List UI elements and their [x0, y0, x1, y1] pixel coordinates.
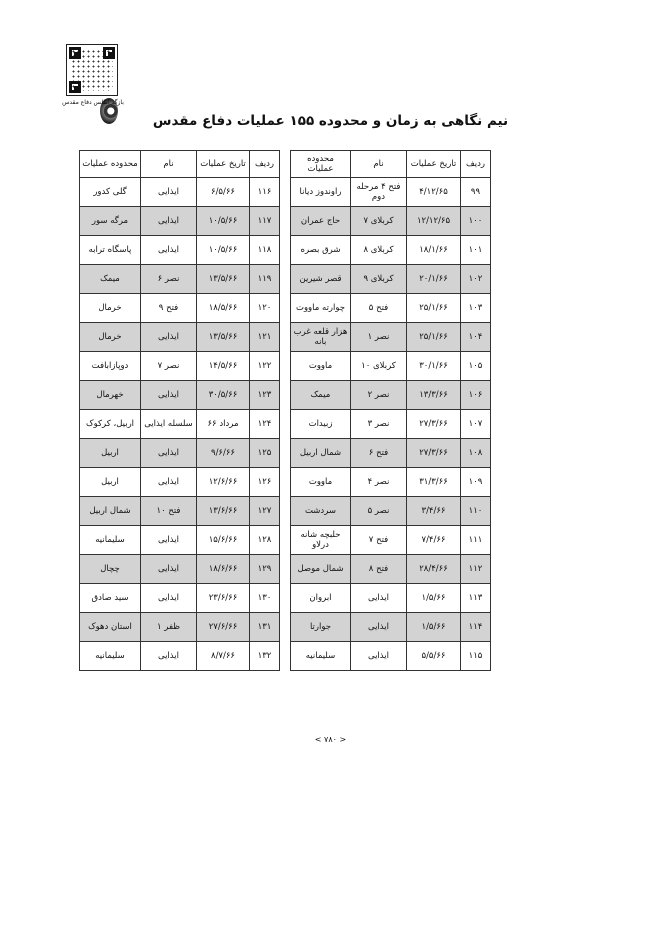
cell-date: ۲۳/۶/۶۶ [197, 584, 250, 613]
cell-area: شرق بصره [291, 236, 351, 265]
cell-area: خرمال [80, 323, 141, 352]
cell-name: نصر ۲ [351, 381, 407, 410]
cell-name: فتح ۵ [351, 294, 407, 323]
cell-row: ۱۱۱ [461, 526, 491, 555]
table-row [80, 294, 280, 323]
table-row [291, 642, 491, 671]
cell-name: کربلای ۷ [351, 207, 407, 236]
cell-name: کربلای ۸ [351, 236, 407, 265]
cell-date: ۱۳/۶/۶۶ [197, 497, 250, 526]
table-row [80, 236, 280, 265]
cell-row: ۹۹ [461, 178, 491, 207]
table-row [80, 352, 280, 381]
cell-row: ۱۰۴ [461, 323, 491, 352]
cell-date: ۱۴/۵/۶۶ [197, 352, 250, 381]
cell-date: ۱۳/۵/۶۶ [197, 323, 250, 352]
organization-name: بازگد اطلس دفاع مقدس [62, 99, 124, 106]
cell-date: ۷/۴/۶۶ [407, 526, 461, 555]
table-row [80, 439, 280, 468]
cell-name: فتح ۹ [141, 294, 197, 323]
table-row [80, 642, 280, 671]
table-row [291, 468, 491, 497]
cell-area: خهرمال [80, 381, 141, 410]
cell-area: زبیدات [291, 410, 351, 439]
cell-area: ماووت [291, 352, 351, 381]
cell-area: چوارته ماووت [291, 294, 351, 323]
cell-name: ایذایی [141, 381, 197, 410]
cell-date: ۲۷/۳/۶۶ [407, 410, 461, 439]
cell-date: ۱۵/۶/۶۶ [197, 526, 250, 555]
cell-date: ۳۰/۱/۶۶ [407, 352, 461, 381]
cell-name: نصر ۷ [141, 352, 197, 381]
cell-row: ۱۲۷ [250, 497, 280, 526]
cell-area: حاج عمران [291, 207, 351, 236]
cell-date: ۶/۵/۶۶ [197, 178, 250, 207]
cell-row: ۱۰۹ [461, 468, 491, 497]
cell-row: ۱۰۰ [461, 207, 491, 236]
cell-date: ۱۲/۱۲/۶۵ [407, 207, 461, 236]
cell-row: ۱۲۶ [250, 468, 280, 497]
table-row [291, 294, 491, 323]
cell-row: ۱۰۸ [461, 439, 491, 468]
cell-name: فتح ۱۰ [141, 497, 197, 526]
operations-table-left [79, 150, 280, 671]
cell-area: اربیل [80, 468, 141, 497]
cell-name: نصر ۱ [351, 323, 407, 352]
table-row [80, 323, 280, 352]
table-row [80, 410, 280, 439]
cell-date: ۱/۵/۶۶ [407, 584, 461, 613]
cell-row: ۱۰۵ [461, 352, 491, 381]
cell-row: ۱۳۲ [250, 642, 280, 671]
cell-row: ۱۳۱ [250, 613, 280, 642]
cell-name: فتح ۷ [351, 526, 407, 555]
cell-name: ایذایی [141, 468, 197, 497]
cell-date: ۱۲/۶/۶۶ [197, 468, 250, 497]
cell-row: ۱۲۴ [250, 410, 280, 439]
cell-date: ۱۰/۵/۶۶ [197, 236, 250, 265]
cell-row: ۱۳۰ [250, 584, 280, 613]
cell-area: راوندوز دیانا [291, 178, 351, 207]
cell-date: ۲۰/۱/۶۶ [407, 265, 461, 294]
cell-area: ابروان [291, 584, 351, 613]
cell-area: استان دهوک [80, 613, 141, 642]
table-row [80, 555, 280, 584]
cell-row: ۱۱۹ [250, 265, 280, 294]
table-row [291, 236, 491, 265]
table-row [80, 526, 280, 555]
qr-code [66, 44, 118, 96]
cell-area: سلیمانیه [291, 642, 351, 671]
cell-date: ۲۸/۴/۶۶ [407, 555, 461, 584]
cell-area: جوارتا [291, 613, 351, 642]
cell-row: ۱۲۵ [250, 439, 280, 468]
cell-row: ۱۱۵ [461, 642, 491, 671]
cell-date: ۱۸/۱/۶۶ [407, 236, 461, 265]
page-title: نیم نگاهی به زمان و محدوده ۱۵۵ عملیات دفاع مقدس [152, 113, 509, 129]
cell-name: ایذایی [141, 323, 197, 352]
cell-area: قصر شیرین [291, 265, 351, 294]
cell-area: پاسگاه ترابه [80, 236, 141, 265]
cell-area: میمک [291, 381, 351, 410]
cell-name: ایذایی [141, 555, 197, 584]
cell-area: سلیمانیه [80, 526, 141, 555]
table-row [80, 265, 280, 294]
col-header-date: تاریخ عملیات [407, 151, 461, 178]
cell-row: ۱۰۱ [461, 236, 491, 265]
cell-name: ایذایی [351, 584, 407, 613]
table-body [291, 178, 491, 671]
table-row [291, 439, 491, 468]
cell-row: ۱۲۳ [250, 381, 280, 410]
cell-name: ایذایی [141, 178, 197, 207]
cell-row: ۱۱۴ [461, 613, 491, 642]
cell-name: ایذایی [141, 236, 197, 265]
col-header-date: تاریخ عملیات [197, 151, 250, 178]
cell-name: فتح ۸ [351, 555, 407, 584]
cell-area: شمال اربیل [80, 497, 141, 526]
cell-name: ظفر ۱ [141, 613, 197, 642]
table-row [80, 497, 280, 526]
cell-date: ۱۳/۳/۶۶ [407, 381, 461, 410]
cell-date: ۳/۴/۶۶ [407, 497, 461, 526]
table-row [80, 468, 280, 497]
table-row [291, 497, 491, 526]
col-header-name: نام [351, 151, 407, 178]
table-row [291, 207, 491, 236]
cell-row: ۱۰۶ [461, 381, 491, 410]
cell-name: کربلای ۱۰ [351, 352, 407, 381]
cell-name: فتح ۶ [351, 439, 407, 468]
table-row [291, 352, 491, 381]
cell-row: ۱۲۱ [250, 323, 280, 352]
cell-name: کربلای ۹ [351, 265, 407, 294]
table-row [291, 526, 491, 555]
cell-area: حلبچه شانه درلاو [291, 526, 351, 555]
cell-area: چچال [80, 555, 141, 584]
col-header-area: محدوده عملیات [80, 151, 141, 178]
operations-table-right [290, 150, 491, 671]
cell-name: نصر ۴ [351, 468, 407, 497]
cell-row: ۱۰۲ [461, 265, 491, 294]
cell-area: ماووت [291, 468, 351, 497]
table-row [80, 584, 280, 613]
cell-area: شمال موصل [291, 555, 351, 584]
table-row [291, 178, 491, 207]
table-body [80, 178, 280, 671]
cell-date: ۲۷/۶/۶۶ [197, 613, 250, 642]
cell-area: خرمال [80, 294, 141, 323]
cell-date: ۲۵/۱/۶۶ [407, 323, 461, 352]
cell-row: ۱۱۲ [461, 555, 491, 584]
cell-name: ایذایی [141, 526, 197, 555]
cell-date: ۲۷/۳/۶۶ [407, 439, 461, 468]
cell-date: ۳۱/۳/۶۶ [407, 468, 461, 497]
cell-row: ۱۱۰ [461, 497, 491, 526]
cell-date: ۱۳/۵/۶۶ [197, 265, 250, 294]
cell-name: ایذایی [351, 613, 407, 642]
cell-date: ۱۸/۶/۶۶ [197, 555, 250, 584]
cell-row: ۱۱۷ [250, 207, 280, 236]
cell-row: ۱۲۸ [250, 526, 280, 555]
table-row [291, 381, 491, 410]
table-row [291, 265, 491, 294]
cell-date: ۳۰/۵/۶۶ [197, 381, 250, 410]
cell-date: ۸/۷/۶۶ [197, 642, 250, 671]
cell-area: سلیمانیه [80, 642, 141, 671]
cell-name: نصر ۳ [351, 410, 407, 439]
table-row [291, 555, 491, 584]
cell-area: شمال اربیل [291, 439, 351, 468]
cell-row: ۱۱۳ [461, 584, 491, 613]
cell-area: دوپازابافت [80, 352, 141, 381]
cell-area: اربیل [80, 439, 141, 468]
table-row [291, 584, 491, 613]
table-row [291, 323, 491, 352]
cell-area: سردشت [291, 497, 351, 526]
cell-date: ۱۸/۵/۶۶ [197, 294, 250, 323]
table-row [291, 410, 491, 439]
table-row [80, 178, 280, 207]
cell-name: ایذایی [141, 439, 197, 468]
cell-name: سلسله ایذایی [141, 410, 197, 439]
cell-date: ۱۰/۵/۶۶ [197, 207, 250, 236]
cell-date: مرداد ۶۶ [197, 410, 250, 439]
cell-name: ایذایی [351, 642, 407, 671]
cell-name: فتح ۴ مرحله دوم [351, 178, 407, 207]
cell-row: ۱۲۹ [250, 555, 280, 584]
cell-area: گلی کدور [80, 178, 141, 207]
table-row [80, 613, 280, 642]
cell-row: ۱۱۶ [250, 178, 280, 207]
cell-row: ۱۲۰ [250, 294, 280, 323]
cell-date: ۹/۶/۶۶ [197, 439, 250, 468]
cell-area: هزار قلعه غرب بانه [291, 323, 351, 352]
table-row [80, 207, 280, 236]
col-header-row: ردیف [461, 151, 491, 178]
page-number: < ۷۸۰ > [314, 735, 347, 744]
cell-name: نصر ۵ [351, 497, 407, 526]
cell-area: میمک [80, 265, 141, 294]
cell-date: ۵/۵/۶۶ [407, 642, 461, 671]
cell-date: ۴/۱۲/۶۵ [407, 178, 461, 207]
cell-area: سید صادق [80, 584, 141, 613]
cell-name: ایذایی [141, 584, 197, 613]
cell-row: ۱۰۳ [461, 294, 491, 323]
cell-row: ۱۱۸ [250, 236, 280, 265]
cell-row: ۱۲۲ [250, 352, 280, 381]
table-row [80, 381, 280, 410]
col-header-name: نام [141, 151, 197, 178]
cell-name: ایذایی [141, 207, 197, 236]
cell-area: مرگه سور [80, 207, 141, 236]
cell-row: ۱۰۷ [461, 410, 491, 439]
cell-date: ۱/۵/۶۶ [407, 613, 461, 642]
cell-area: اربیل، کرکوک [80, 410, 141, 439]
col-header-row: ردیف [250, 151, 280, 178]
table-row [291, 613, 491, 642]
cell-name: ایذایی [141, 642, 197, 671]
cell-date: ۲۵/۱/۶۶ [407, 294, 461, 323]
cell-name: نصر ۶ [141, 265, 197, 294]
col-header-area: محدوده عملیات [291, 151, 351, 178]
